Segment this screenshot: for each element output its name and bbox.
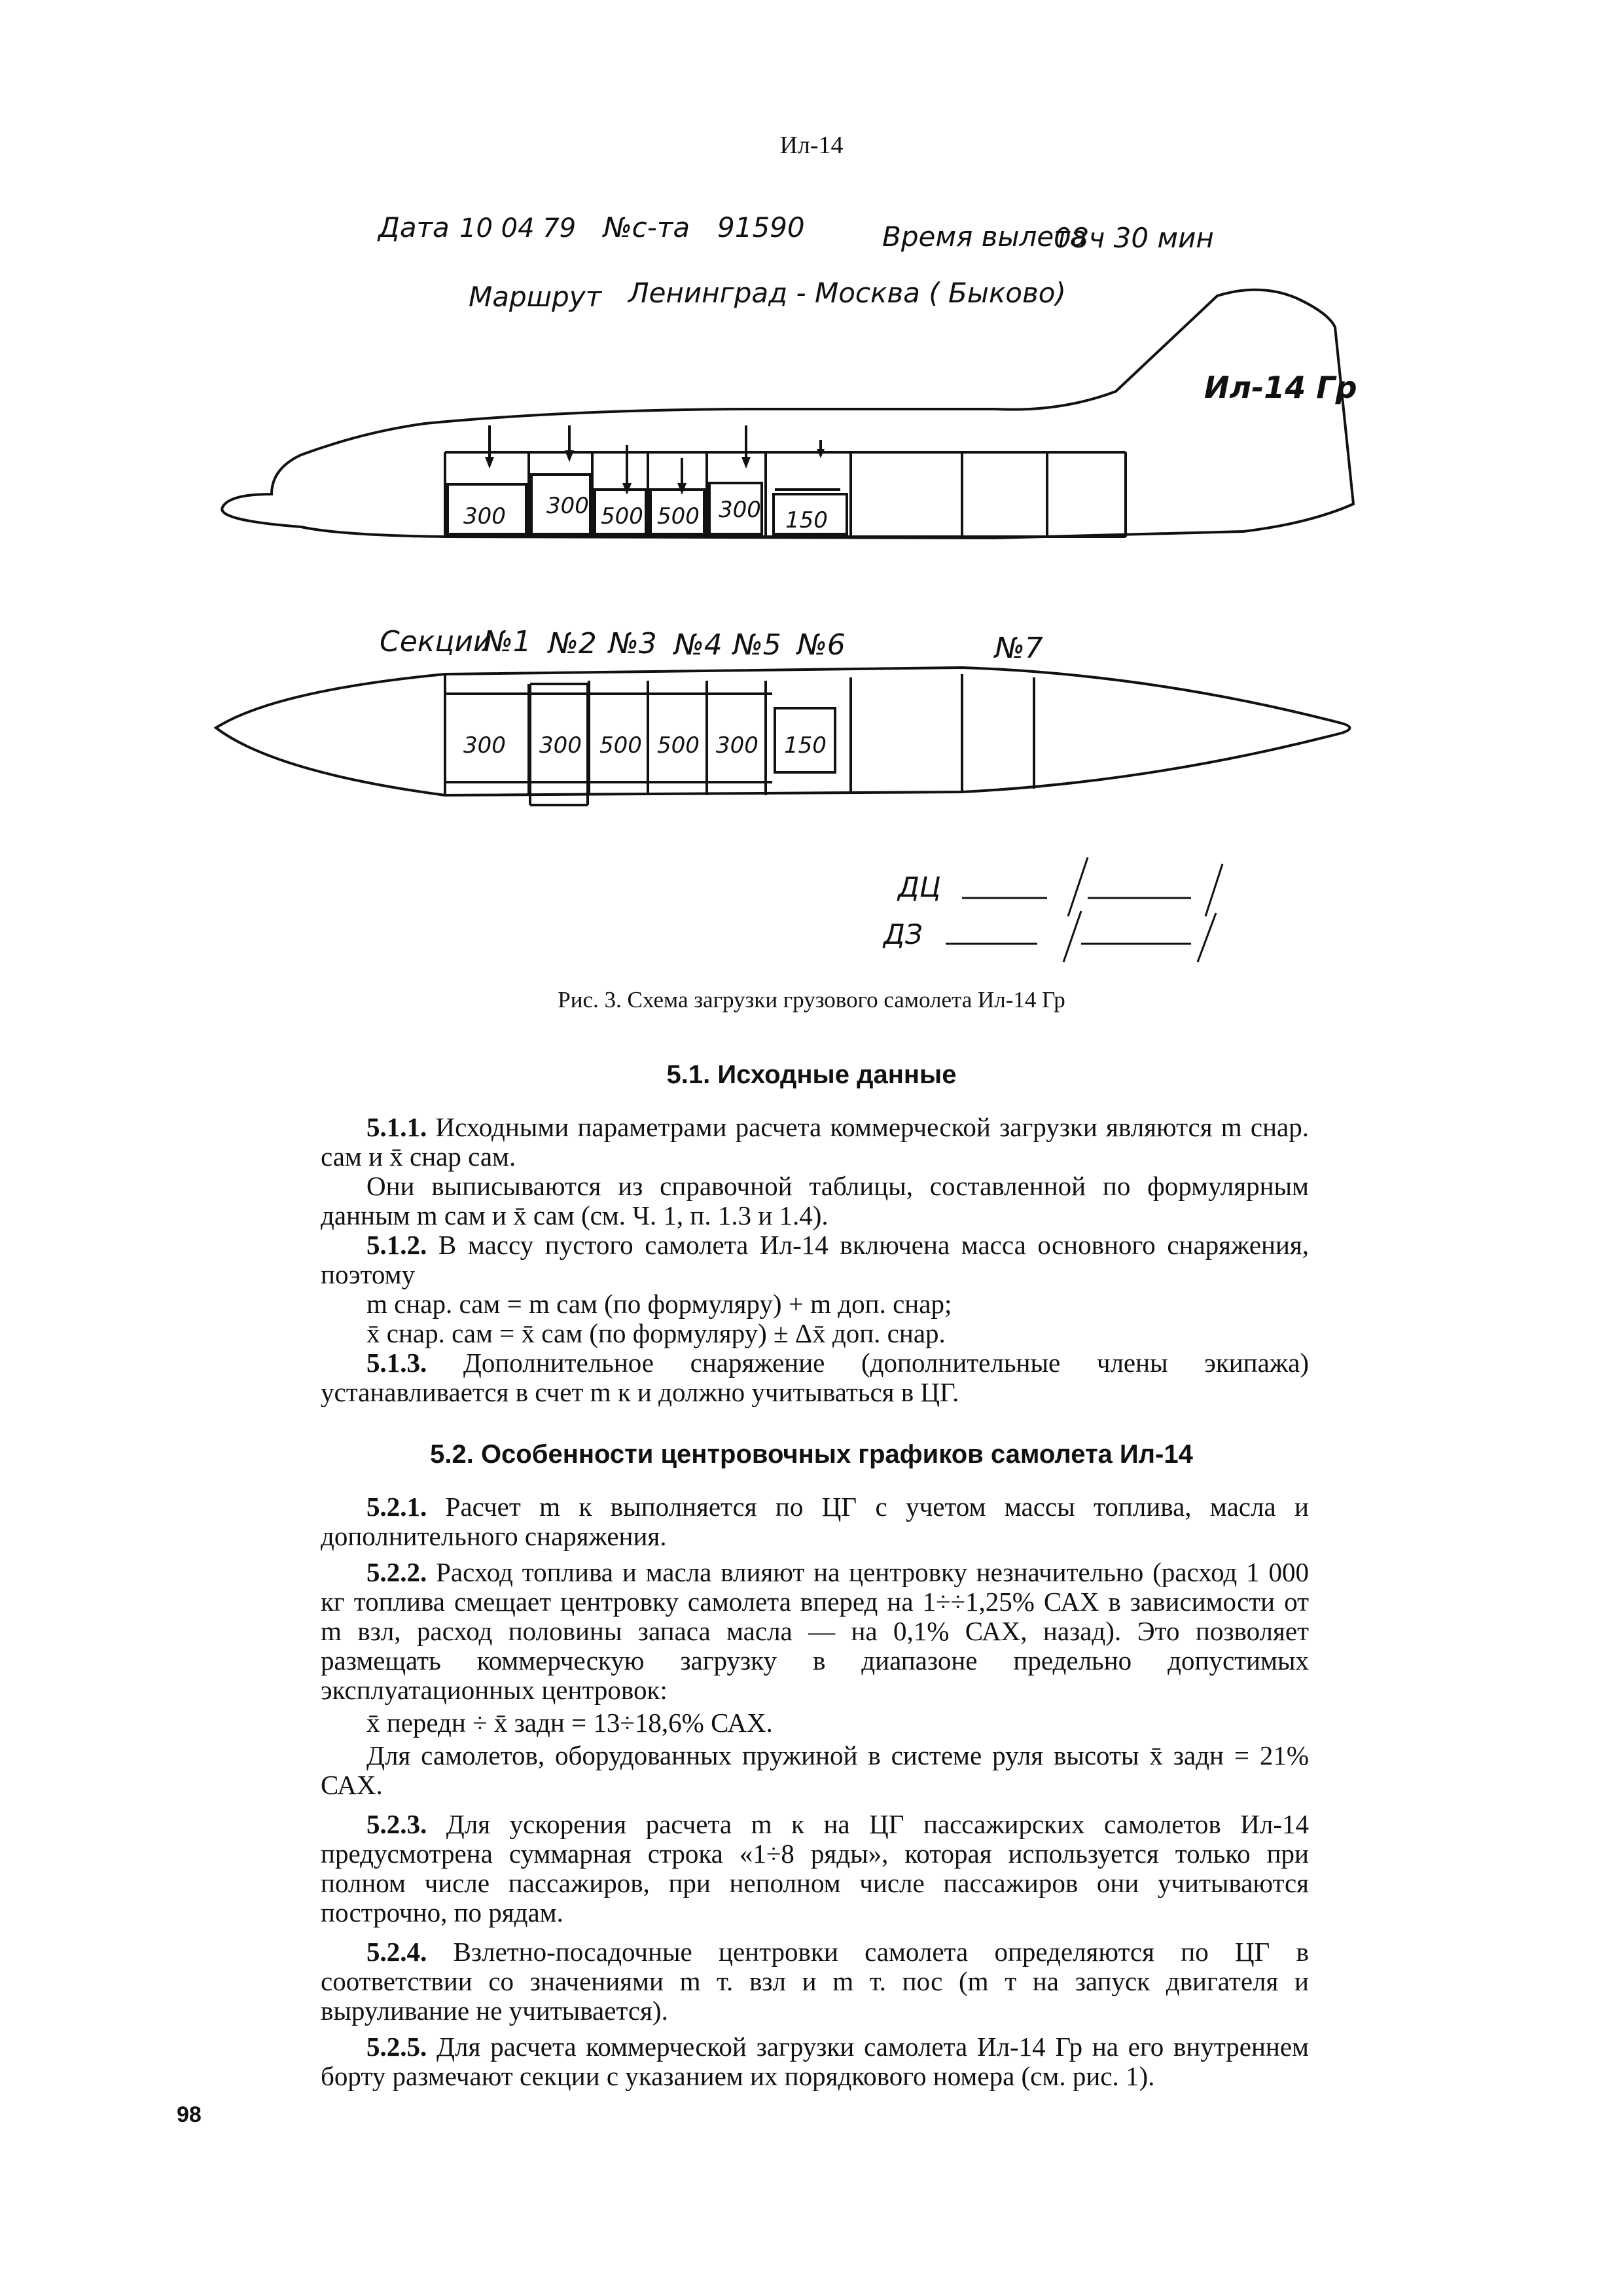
top-load-2: 300 [539, 732, 582, 759]
date-label: Дата [378, 211, 450, 243]
side-load-5: 300 [719, 497, 761, 523]
section-2: №2 [548, 627, 597, 660]
para-text: Дополнительное снаряжение (дополнительные члены экипажа) устанавливается в счет m к и должно учитываться в ЦГ. [321, 1348, 1309, 1407]
para-number: 5.1.1. [366, 1112, 427, 1142]
para-5-1-2 [321, 1230, 1309, 1289]
para-5-2-2b: Для самолетов, оборудованных пружиной в системе руля высоты x̄ задн = 21% САХ. [321, 1740, 1309, 1800]
page-number: 98 [177, 2102, 202, 2127]
para-text: Расход топлива и масла влияют на центровку незначительно (расход 1 000 кг топлива смещает центровку самолета вперед на 1÷÷1,25% САХ в зависимости от m взл, расход половины запаса масла — на 0,1% САХ, назад). Это позволяет размещать коммерческую загрузку в диапазоне предельно допустимых эксплуатационных центровок: [321, 1557, 1310, 1705]
para-5-2-3 [321, 1810, 1309, 1928]
section-5: №5 [733, 628, 781, 662]
para-text: Для расчета коммерческой загрузки самолета Ил-14 Гр на его внутреннем борту размечают секции с указанием их порядкового номера (см. рис. 1). [321, 2032, 1309, 2091]
sections-label: Секции [380, 625, 492, 658]
side-load-2: 300 [546, 493, 589, 519]
formula-3: x̄ передн ÷ x̄ задн = 13÷18,6% САХ. [366, 1708, 773, 1738]
para-text: В массу пустого самолета Ил-14 включена масса основного снаряжения, поэтому [321, 1230, 1310, 1289]
para-5-2-5 [321, 2032, 1309, 2091]
para-text: Исходными параметрами расчета коммерческой загрузки являются m снар. сам и x̄ снар сам. [321, 1112, 1310, 1172]
side-view-arrowheads [485, 449, 825, 495]
top-load-3: 500 [599, 732, 642, 759]
para-5-2-2 [321, 1558, 1309, 1705]
para-5-2-1 [321, 1492, 1309, 1551]
para-text: Для ускорения расчета m к на ЦГ пассажирских самолетов Ил-14 предусмотрена суммарная строка «1÷8 ряды», которая используется только при полном числе пассажиров, при неполном числе пассажиров они учитываются построчно, по рядам. [321, 1809, 1309, 1928]
para-5-1-3 [321, 1348, 1309, 1407]
side-load-6: 150 [785, 507, 828, 533]
para-5-2-4 [321, 1937, 1309, 2026]
para-number: 5.2.5. [366, 2032, 427, 2062]
route-label: Маршрут [469, 281, 602, 313]
figure-caption: Рис. 3. Схема загрузки грузового самолета Ил-14 Гр [558, 987, 1065, 1013]
para-5-1-1 [321, 1113, 1309, 1172]
side-load-3: 500 [601, 503, 643, 529]
section-4: №4 [674, 628, 722, 662]
side-load-1: 300 [463, 503, 506, 529]
top-load-4: 500 [657, 732, 700, 759]
heading-5-1: 5.1. Исходные данные [666, 1060, 957, 1089]
dc-dz-fill-lines [946, 857, 1222, 962]
date-value: 10 04 79 [459, 213, 577, 243]
flight-value: 91590 [717, 211, 805, 243]
dz-label: ДЗ [883, 918, 923, 950]
para-number: 5.2.3. [366, 1809, 427, 1839]
departure-label: Время вылета [882, 221, 1087, 253]
departure-value: 08ч 30 мин [1054, 222, 1214, 254]
side-load-4: 500 [657, 503, 700, 529]
aircraft-label: Ил-14 Гр [1204, 370, 1357, 405]
para-text: Расчет m к выполняется по ЦГ с учетом массы топлива, масла и дополнительного снаряжения. [321, 1492, 1309, 1551]
para-number: 5.2.2. [366, 1557, 427, 1587]
formula-1: m снар. сам = m сам (по формуляру) + m доп. снар; [366, 1289, 952, 1319]
cargo-loading-figure [0, 0, 1623, 969]
dc-label: ДЦ [898, 871, 941, 903]
top-load-1: 300 [463, 732, 506, 759]
section-3: №3 [609, 627, 657, 660]
section-6: №6 [797, 628, 846, 662]
top-load-5: 300 [716, 732, 758, 759]
heading-5-2: 5.2. Особенности центровочных графиков самолета Ил-14 [430, 1440, 1193, 1469]
top-view-loads [463, 732, 827, 759]
flight-label: №с-та [603, 211, 690, 243]
section-7: №7 [995, 632, 1043, 665]
para-number: 5.1.3. [366, 1348, 427, 1378]
side-view-fuselage [222, 290, 1353, 538]
para-5-1-1b: Они выписываются из справочной таблицы, составленной по формулярным данным m сам и x̄ сам (см. Ч. 1, п. 1.3 и 1.4). [321, 1171, 1309, 1230]
route-value: Ленинград - Москва ( Быково) [628, 277, 1066, 309]
para-number: 5.2.4. [366, 1937, 427, 1967]
running-title: Ил-14 [779, 132, 844, 159]
para-text: Взлетно-посадочные центровки самолета определяются по ЦГ в соответствии со значениями m т. взл и m т. пос (m т на запуск двигателя и выруливание не учитывается). [321, 1937, 1310, 2026]
top-load-6: 150 [784, 732, 827, 759]
top-view-fuselage [216, 668, 1350, 805]
section-1: №1 [483, 625, 531, 658]
para-number: 5.2.1. [366, 1492, 427, 1522]
formula-2: x̄ снар. сам = x̄ сам (по формуляру) ± Δx̄ доп. снар. [366, 1318, 946, 1348]
para-number: 5.1.2. [366, 1230, 427, 1260]
